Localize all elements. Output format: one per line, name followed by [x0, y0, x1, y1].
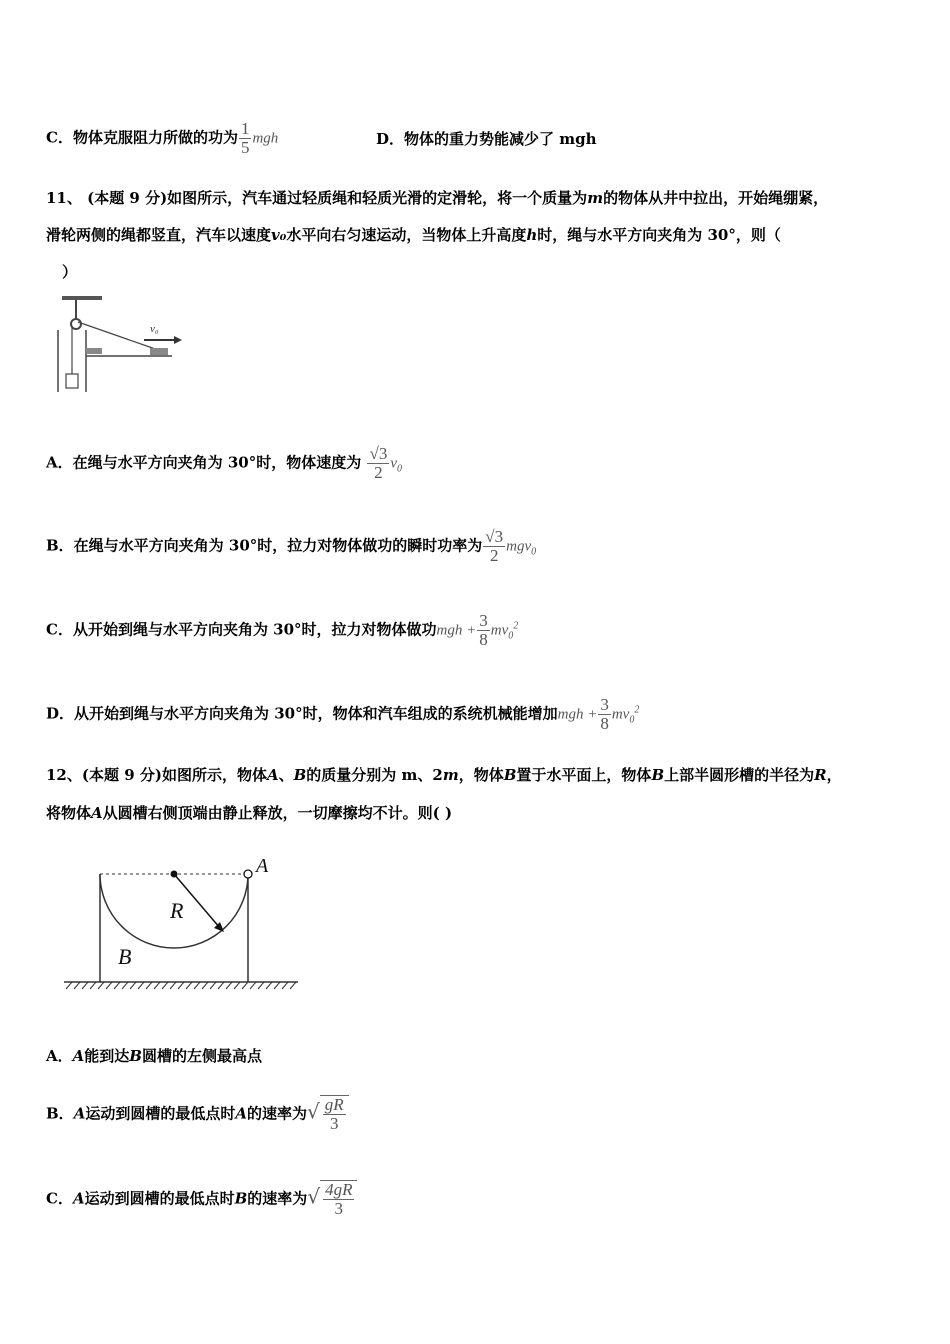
- svg-text:R: R: [170, 898, 184, 923]
- ground-hatch: [66, 982, 296, 989]
- q11-stem-line2: 滑轮两侧的绳都竖直，汽车以速度v₀水平向右匀速运动，当物体上升高度h时，绳与水平方向夹角为 30°，则（: [46, 226, 781, 244]
- q12-option-a: A．A能到达B圆槽的左侧最高点: [46, 1047, 262, 1065]
- q11-stem-line3: ）: [62, 263, 78, 281]
- ceiling-bar: [62, 296, 102, 300]
- q11-option-a: A．在绳与水平方向夹角为 30°时，物体速度为 $\frac{√3}{2}$ $v_0$: [46, 444, 402, 482]
- q11-option-d: D．从开始到绳与水平方向夹角为 30°时，物体和汽车组成的系统机械能增加mgh + $\frac{3}{8}$ $mv_0^2$: [46, 695, 640, 733]
- q11-option-c: C．从开始到绳与水平方向夹角为 30°时，拉力对物体做功mgh + $\frac{3}{8}$ $mv_0^2$: [46, 611, 519, 649]
- q11-option-b: B．在绳与水平方向夹角为 30°时，拉力对物体做功的瞬时功率为 $\frac{√3}{2}$ mgv$_0$: [46, 527, 537, 565]
- svg-text:B: B: [118, 944, 132, 969]
- q12-groove-figure: [60, 848, 310, 998]
- q11-pulley-figure: [54, 292, 184, 397]
- svg-text:A: A: [256, 855, 269, 877]
- q10-option-d: D．物体的重力势能减少了 mgh: [376, 130, 597, 148]
- q12-option-c: C．A运动到圆槽的最低点时B的速率为√ $\frac{4gR}{3}$: [46, 1180, 357, 1218]
- q10-option-c: C．物体克服阻力所做的功为 $\frac{1}{5}$ mgh: [46, 119, 279, 157]
- q12-stem-line2: 将物体A从圆槽右侧顶端由静止释放，一切摩擦均不计。则( ): [46, 804, 453, 822]
- object-a: [244, 870, 252, 878]
- svg-text:v₀: v₀: [150, 323, 159, 335]
- q10-c-fraction: $\frac{1}{5}$: [240, 119, 250, 157]
- q12-stem-line1: 12、(本题 9 分)如图所示，物体A、B的质量分别为 m、2m，物体B置于水平面上，物体B上部半圆形槽的半径为R，: [46, 766, 842, 784]
- q12-option-b: B．A运动到圆槽的最低点时A的速率为√ $\frac{gR}{3}$: [46, 1095, 349, 1133]
- object-box: [66, 374, 78, 388]
- car: [150, 348, 168, 355]
- q11-stem-line1: 11、 (本题 9 分)如图所示，汽车通过轻质绳和轻质光滑的定滑轮，将一个质量为m的物体从井中拉出，开始绳绷紧，: [46, 189, 829, 207]
